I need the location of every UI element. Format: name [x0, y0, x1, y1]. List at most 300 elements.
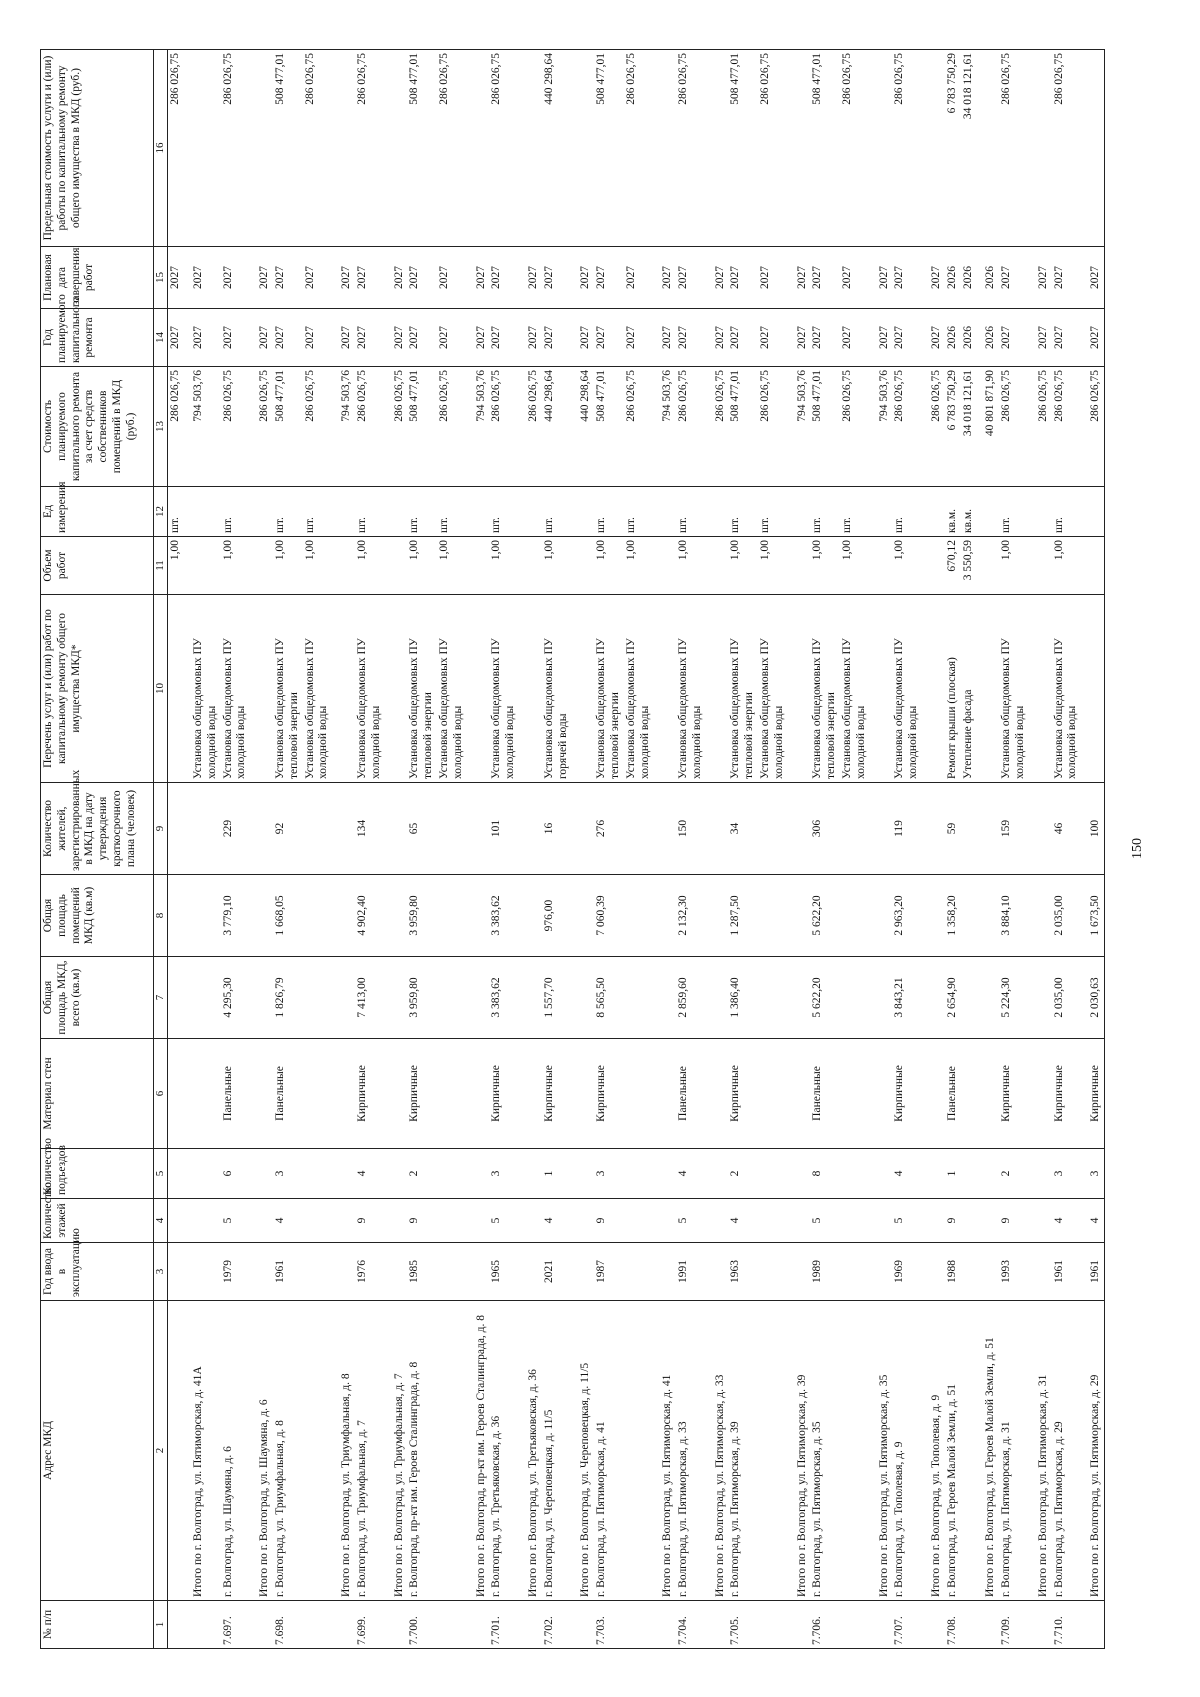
cell-mat: [653, 1039, 676, 1149]
cell-yr: 2027: [571, 309, 594, 367]
cell-addr: г. Волгоград, пр-кт им. Героев Сталинграда, д. 8: [407, 1301, 437, 1601]
cell-p: [332, 1149, 355, 1199]
capital-repair-table: [40, 49, 1105, 1649]
cell-work: [519, 595, 542, 783]
cell-addr: г. Волгоград, ул. Пятиморская, д. 41: [594, 1301, 624, 1601]
cell-res: [571, 783, 594, 875]
cell-mat: [758, 1039, 788, 1149]
cell-end: 2027: [184, 247, 221, 309]
cell-lim: 286 026,75: [676, 50, 706, 247]
cell-y: [870, 1243, 893, 1301]
cell-f: [758, 1199, 788, 1243]
cell-unit: кв.м.: [961, 487, 977, 537]
cell-mat: Кирпичные: [1081, 1039, 1104, 1149]
column-number-10: 10: [154, 595, 168, 783]
cell-addr: г. Волгоград, ул. Героев Малой Земли, д. 51: [945, 1301, 961, 1601]
column-header-6: Материал стен: [41, 1039, 154, 1149]
cell-mat: [870, 1039, 893, 1149]
cell-f: [437, 1199, 467, 1243]
cell-mat: Кирпичные: [355, 1039, 385, 1149]
cell-lim: [519, 50, 542, 247]
cell-f: [250, 1199, 273, 1243]
cell-end: 2027: [922, 247, 945, 309]
cell-y: [788, 1243, 811, 1301]
cell-res: 229: [221, 783, 251, 875]
cell-n: 7.700.: [407, 1601, 437, 1649]
cell-end: 2027: [571, 247, 594, 309]
column-number-2: 2: [154, 1301, 168, 1601]
cell-mat: [788, 1039, 811, 1149]
cell-yr: 2027: [437, 309, 467, 367]
cell-mat: [184, 1039, 221, 1149]
total-row: [870, 50, 893, 1649]
cell-mat: Кирпичные: [892, 1039, 922, 1149]
cell-res: 119: [892, 783, 922, 875]
cell-cost: 794 503,76: [870, 367, 893, 487]
cell-unit: [385, 487, 408, 537]
cell-a: [385, 957, 408, 1039]
cell-f: 5: [892, 1199, 922, 1243]
table-body: [168, 50, 1105, 1649]
table-row: [945, 50, 961, 1649]
total-row: [467, 50, 490, 1649]
cell-p: 4: [676, 1149, 706, 1199]
cell-end: 2027: [221, 247, 251, 309]
cell-n: [758, 1601, 788, 1649]
cell-cost: 794 503,76: [184, 367, 221, 487]
cell-cost: 40 801 871,90: [976, 367, 999, 487]
cell-end: 2027: [250, 247, 273, 309]
cell-addr: г. Волгоград, ул. Триумфальная, д. 8: [273, 1301, 303, 1601]
cell-f: 9: [407, 1199, 437, 1243]
cell-vol: [385, 537, 408, 595]
cell-mat: [519, 1039, 542, 1149]
cell-work: [706, 595, 729, 783]
cell-y: [385, 1243, 408, 1301]
cell-p: 3: [1052, 1149, 1082, 1199]
cell-p: [519, 1149, 542, 1199]
cell-cost: 508 477,01: [594, 367, 624, 487]
cell-n: [437, 1601, 467, 1649]
cell-unit: [788, 487, 811, 537]
cell-b: 1 287,50: [728, 875, 758, 957]
cell-y: [624, 1243, 654, 1301]
cell-n: 7.709.: [999, 1601, 1029, 1649]
cell-unit: шт.: [542, 487, 572, 537]
column-number-7: 7: [154, 957, 168, 1039]
cell-p: 8: [810, 1149, 840, 1199]
cell-a: [870, 957, 893, 1039]
cell-res: 46: [1052, 783, 1082, 875]
cell-mat: [706, 1039, 729, 1149]
column-header-12: Ед измерения: [41, 487, 154, 537]
cell-lim: [571, 50, 594, 247]
cell-addr: Итого по г. Волгоград, ул. Тополевая, д. 9: [922, 1301, 945, 1601]
table-row: [1052, 50, 1082, 1649]
cell-yr: 2027: [870, 309, 893, 367]
column-header-15: Плановая дата завершения работ: [41, 247, 154, 309]
cell-mat: [250, 1039, 273, 1149]
cell-y: 1991: [676, 1243, 706, 1301]
cell-b: [519, 875, 542, 957]
page-number: 150: [1130, 838, 1145, 859]
cell-a: 2 030,63: [1081, 957, 1104, 1039]
cell-b: 976,00: [542, 875, 572, 957]
cell-work: [1081, 595, 1104, 783]
cell-addr: Итого по г. Волгоград, ул. Череповецкая, д. 11/5: [571, 1301, 594, 1601]
cell-b: 3 779,10: [221, 875, 251, 957]
cell-f: 4: [728, 1199, 758, 1243]
cell-addr: Итого по г. Волгоград, ул. Пятиморская, д. 31: [1029, 1301, 1052, 1601]
continuation-row: [168, 50, 184, 1649]
cell-addr: Итого по г. Волгоград, ул. Пятиморская, д. 33: [706, 1301, 729, 1601]
cell-yr: 2027: [184, 309, 221, 367]
cell-y: 2021: [542, 1243, 572, 1301]
cell-n: 7.710.: [1052, 1601, 1082, 1649]
cell-vol: [706, 537, 729, 595]
column-numbers-row: [154, 50, 168, 1649]
continuation-row: [840, 50, 870, 1649]
cell-vol: 1,00: [407, 537, 437, 595]
cell-work: Установка общедомовых ПУ тепловой энергии: [728, 595, 758, 783]
cell-yr: 2027: [676, 309, 706, 367]
cell-yr: 2027: [892, 309, 922, 367]
total-row: [1081, 50, 1104, 1649]
cell-res: 100: [1081, 783, 1104, 875]
cell-work: Установка общедомовых ПУ холодной воды: [355, 595, 385, 783]
column-header-9: Количество жителей, зарегистрированных в МКД на дату утверждения краткосрочного плана (человек): [41, 783, 154, 875]
table-row: [676, 50, 706, 1649]
cell-a: [653, 957, 676, 1039]
cell-y: 1989: [810, 1243, 840, 1301]
cell-b: [1029, 875, 1052, 957]
cell-b: [250, 875, 273, 957]
cell-res: [519, 783, 542, 875]
cell-n: [653, 1601, 676, 1649]
cell-cost: 286 026,75: [758, 367, 788, 487]
cell-n: [840, 1601, 870, 1649]
cell-addr: [961, 1301, 977, 1601]
cell-a: [437, 957, 467, 1039]
cell-n: 7.697.: [221, 1601, 251, 1649]
cell-res: [840, 783, 870, 875]
cell-res: 59: [945, 783, 961, 875]
cell-unit: [870, 487, 893, 537]
cell-f: [332, 1199, 355, 1243]
cell-cost: 440 298,64: [571, 367, 594, 487]
cell-mat: [437, 1039, 467, 1149]
cell-b: [653, 875, 676, 957]
cell-yr: 2027: [385, 309, 408, 367]
cell-f: [168, 1199, 184, 1243]
cell-n: [1081, 1601, 1104, 1649]
cell-vol: 1,00: [892, 537, 922, 595]
cell-addr: г. Волгоград, ул. Пятиморская, д. 39: [728, 1301, 758, 1601]
cell-f: [571, 1199, 594, 1243]
cell-mat: [303, 1039, 333, 1149]
cell-lim: 286 026,75: [892, 50, 922, 247]
column-header-13: Стоимость планируемого капитального ремонта за счет средств собственников помещений в МКД (руб.): [41, 367, 154, 487]
cell-work: [571, 595, 594, 783]
cell-a: 2 035,00: [1052, 957, 1082, 1039]
cell-vol: 1,00: [840, 537, 870, 595]
cell-work: [788, 595, 811, 783]
cell-p: [653, 1149, 676, 1199]
cell-work: Установка общедомовых ПУ холодной воды: [1052, 595, 1082, 783]
table-row: [728, 50, 758, 1649]
cell-yr: 2027: [840, 309, 870, 367]
cell-end: 2027: [706, 247, 729, 309]
cell-yr: 2027: [706, 309, 729, 367]
cell-addr: Итого по г. Волгоград, ул. Пятиморская, д. 35: [870, 1301, 893, 1601]
cell-y: [303, 1243, 333, 1301]
cell-end: 2027: [519, 247, 542, 309]
cell-end: 2027: [999, 247, 1029, 309]
cell-n: 7.698.: [273, 1601, 303, 1649]
cell-cost: 286 026,75: [1081, 367, 1104, 487]
cell-n: [184, 1601, 221, 1649]
cell-y: 1976: [355, 1243, 385, 1301]
cell-addr: [303, 1301, 333, 1601]
cell-a: [519, 957, 542, 1039]
cell-n: [303, 1601, 333, 1649]
cell-y: 1987: [594, 1243, 624, 1301]
cell-res: 34: [728, 783, 758, 875]
cell-yr: 2027: [250, 309, 273, 367]
cell-work: Установка общедомовых ПУ горячей воды: [542, 595, 572, 783]
cell-lim: 286 026,75: [999, 50, 1029, 247]
cell-unit: [1081, 487, 1104, 537]
cell-p: [437, 1149, 467, 1199]
cell-yr: 2027: [624, 309, 654, 367]
cell-y: [467, 1243, 490, 1301]
cell-y: [332, 1243, 355, 1301]
cell-res: [706, 783, 729, 875]
cell-a: 1 826,79: [273, 957, 303, 1039]
cell-unit: шт.: [355, 487, 385, 537]
cell-y: 1993: [999, 1243, 1029, 1301]
cell-addr: г. Волгоград, ул. Пятиморская, д. 29: [1052, 1301, 1082, 1601]
cell-f: 5: [221, 1199, 251, 1243]
cell-yr: 2027: [788, 309, 811, 367]
cell-unit: [706, 487, 729, 537]
cell-yr: 2026: [976, 309, 999, 367]
cell-addr: г. Волгоград, ул. Пятиморская, д. 35: [810, 1301, 840, 1601]
column-header-4: Количество этажей: [41, 1199, 154, 1243]
cell-a: [788, 957, 811, 1039]
cell-b: 3 959,80: [407, 875, 437, 957]
cell-b: [437, 875, 467, 957]
cell-b: [332, 875, 355, 957]
cell-yr: 2027: [728, 309, 758, 367]
cell-n: 7.706.: [810, 1601, 840, 1649]
cell-lim: 286 026,75: [624, 50, 654, 247]
cell-a: [303, 957, 333, 1039]
cell-p: [250, 1149, 273, 1199]
cell-vol: 670,12: [945, 537, 961, 595]
cell-res: 101: [489, 783, 519, 875]
cell-n: [168, 1601, 184, 1649]
total-row: [976, 50, 999, 1649]
cell-res: [624, 783, 654, 875]
cell-n: [870, 1601, 893, 1649]
total-row: [788, 50, 811, 1649]
cell-f: 5: [489, 1199, 519, 1243]
cell-lim: [250, 50, 273, 247]
cell-end: 2027: [168, 247, 184, 309]
cell-y: [653, 1243, 676, 1301]
cell-cost: 440 298,64: [542, 367, 572, 487]
cell-unit: [519, 487, 542, 537]
cell-p: [184, 1149, 221, 1199]
cell-unit: [571, 487, 594, 537]
cell-mat: Панельные: [273, 1039, 303, 1149]
cell-b: 1 358,20: [945, 875, 961, 957]
cell-b: [976, 875, 999, 957]
cell-lim: [1081, 50, 1104, 247]
cell-f: [303, 1199, 333, 1243]
cell-lim: [653, 50, 676, 247]
cell-b: [184, 875, 221, 957]
cell-work: Установка общедомовых ПУ холодной воды: [489, 595, 519, 783]
cell-end: 2027: [303, 247, 333, 309]
cell-work: [385, 595, 408, 783]
cell-end: 2027: [892, 247, 922, 309]
cell-yr: 2027: [489, 309, 519, 367]
column-number-13: 13: [154, 367, 168, 487]
cell-lim: [1029, 50, 1052, 247]
cell-f: [840, 1199, 870, 1243]
cell-lim: 508 477,01: [407, 50, 437, 247]
cell-f: [870, 1199, 893, 1243]
cell-f: [385, 1199, 408, 1243]
cell-end: 2027: [437, 247, 467, 309]
cell-p: 3: [1081, 1149, 1104, 1199]
cell-res: 65: [407, 783, 437, 875]
cell-f: 9: [355, 1199, 385, 1243]
cell-f: [706, 1199, 729, 1243]
cell-unit: шт.: [168, 487, 184, 537]
cell-unit: шт.: [1052, 487, 1082, 537]
cell-a: 1 386,40: [728, 957, 758, 1039]
cell-vol: [922, 537, 945, 595]
cell-mat: Кирпичные: [999, 1039, 1029, 1149]
cell-end: 2027: [1052, 247, 1082, 309]
cell-res: [184, 783, 221, 875]
cell-lim: [976, 50, 999, 247]
cell-yr: 2027: [542, 309, 572, 367]
cell-f: [976, 1199, 999, 1243]
cell-cost: 794 503,76: [653, 367, 676, 487]
cell-cost: 508 477,01: [728, 367, 758, 487]
cell-lim: 286 026,75: [168, 50, 184, 247]
cell-y: 1961: [1052, 1243, 1082, 1301]
cell-cost: 286 026,75: [1052, 367, 1082, 487]
cell-n: 7.705.: [728, 1601, 758, 1649]
cell-y: 1985: [407, 1243, 437, 1301]
cell-lim: 286 026,75: [1052, 50, 1082, 247]
cell-end: 2027: [624, 247, 654, 309]
cell-b: [467, 875, 490, 957]
cell-a: [184, 957, 221, 1039]
cell-p: [467, 1149, 490, 1199]
cell-f: 9: [945, 1199, 961, 1243]
table-row: [892, 50, 922, 1649]
cell-end: 2027: [676, 247, 706, 309]
cell-p: 4: [355, 1149, 385, 1199]
cell-end: 2027: [594, 247, 624, 309]
cell-n: 7.703.: [594, 1601, 624, 1649]
cell-work: [870, 595, 893, 783]
cell-mat: [332, 1039, 355, 1149]
cell-y: 1969: [892, 1243, 922, 1301]
cell-work: Установка общедомовых ПУ тепловой энергии: [810, 595, 840, 783]
cell-cost: 286 026,75: [221, 367, 251, 487]
cell-cost: 794 503,76: [788, 367, 811, 487]
total-row: [184, 50, 221, 1649]
cell-end: 2027: [840, 247, 870, 309]
cell-a: 5 224,30: [999, 957, 1029, 1039]
cell-vol: 1,00: [303, 537, 333, 595]
cell-p: [706, 1149, 729, 1199]
cell-b: [303, 875, 333, 957]
column-number-1: 1: [154, 1601, 168, 1649]
cell-f: [922, 1199, 945, 1243]
cell-n: [519, 1601, 542, 1649]
cell-addr: Итого по г. Волгоград, ул. Пятиморская, д. 29: [1081, 1301, 1104, 1601]
cell-end: 2027: [355, 247, 385, 309]
cell-work: Установка общедомовых ПУ холодной воды: [184, 595, 221, 783]
cell-p: 1: [945, 1149, 961, 1199]
cell-mat: Кирпичные: [407, 1039, 437, 1149]
cell-f: 9: [594, 1199, 624, 1243]
column-header-8: Общая площадь помещений МКД (кв.м): [41, 875, 154, 957]
cell-a: 7 413,00: [355, 957, 385, 1039]
cell-end: 2027: [1029, 247, 1052, 309]
cell-a: 3 843,21: [892, 957, 922, 1039]
cell-end: 2027: [273, 247, 303, 309]
cell-cost: 286 026,75: [676, 367, 706, 487]
cell-p: [385, 1149, 408, 1199]
cell-yr: 2027: [922, 309, 945, 367]
cell-addr: Итого по г. Волгоград, ул. Пятиморская, д. 41А: [184, 1301, 221, 1601]
cell-end: 2027: [542, 247, 572, 309]
cell-y: [519, 1243, 542, 1301]
cell-y: 1965: [489, 1243, 519, 1301]
table-row: [542, 50, 572, 1649]
cell-b: [758, 875, 788, 957]
cell-addr: [758, 1301, 788, 1601]
cell-lim: [467, 50, 490, 247]
cell-vol: 1,00: [624, 537, 654, 595]
cell-p: 3: [273, 1149, 303, 1199]
cell-yr: 2027: [407, 309, 437, 367]
cell-a: [467, 957, 490, 1039]
cell-y: [1029, 1243, 1052, 1301]
cell-work: Установка общедомовых ПУ холодной воды: [676, 595, 706, 783]
column-header-3: Год ввода в эксплуатацию: [41, 1243, 154, 1301]
cell-work: Установка общедомовых ПУ холодной воды: [303, 595, 333, 783]
cell-unit: [332, 487, 355, 537]
cell-vol: [1081, 537, 1104, 595]
cell-work: Установка общедомовых ПУ холодной воды: [624, 595, 654, 783]
cell-a: 8 565,50: [594, 957, 624, 1039]
cell-a: [1029, 957, 1052, 1039]
cell-lim: 508 477,01: [728, 50, 758, 247]
total-row: [519, 50, 542, 1649]
column-number-16: 16: [154, 50, 168, 247]
cell-n: [961, 1601, 977, 1649]
